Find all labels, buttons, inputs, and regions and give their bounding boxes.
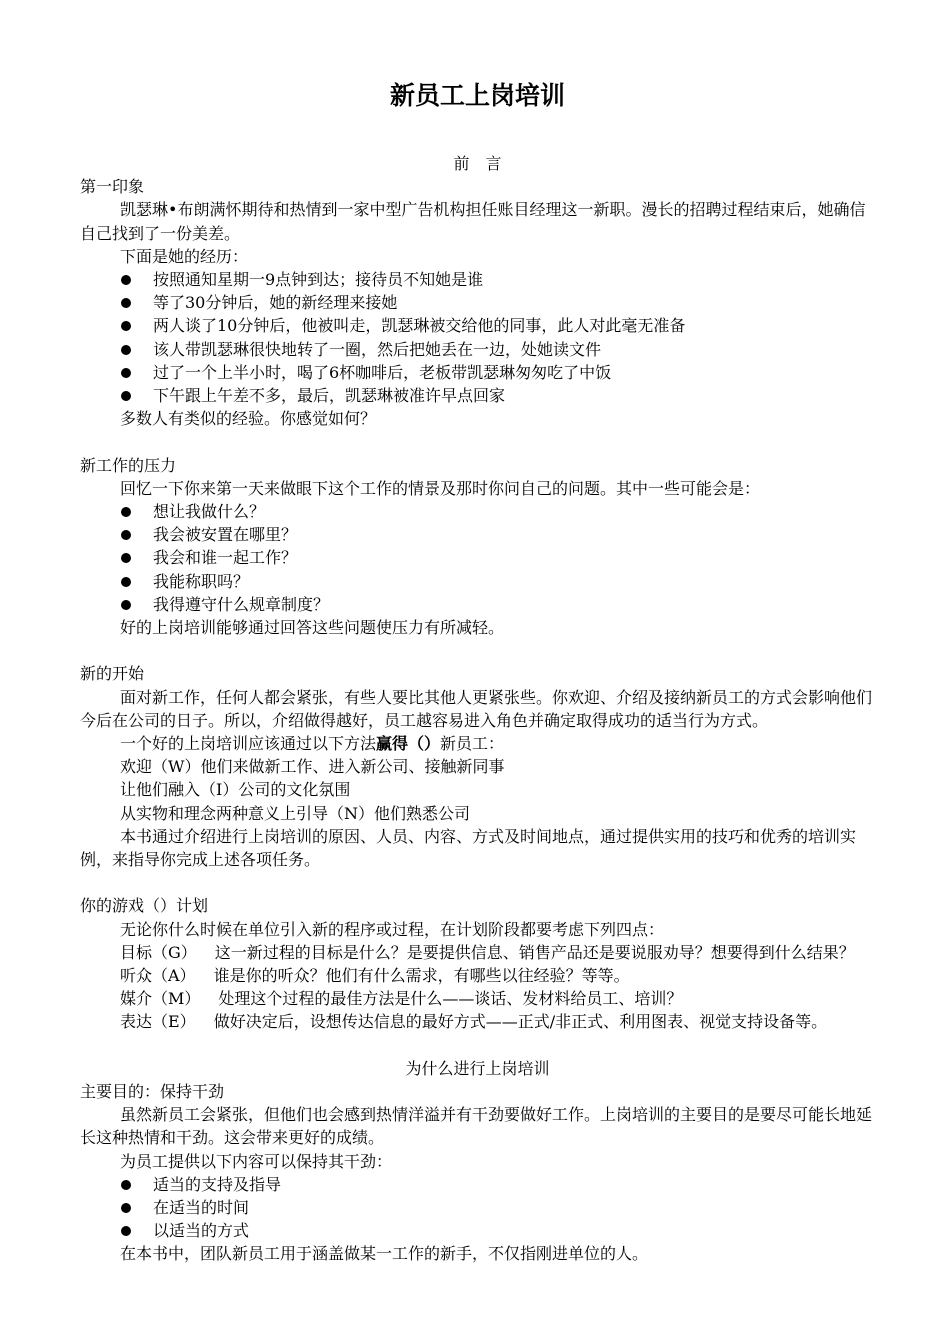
bullet-icon bbox=[121, 530, 131, 540]
section-heading-new-start: 新的开始 bbox=[80, 664, 145, 684]
paragraph: 回忆一下你来第一天来做眼下这个工作的情景及那时你问自己的问题。其中一些可能会是： bbox=[120, 478, 761, 498]
list-item: 下午跟上午差不多，最后，凯瑟琳被准许早点回家 bbox=[120, 384, 875, 407]
bullet-list bbox=[80, 1173, 875, 1243]
bullet-icon bbox=[121, 1180, 131, 1190]
paragraph: 无论你什么时候在单位引入新的程序或过程，在计划阶段都要考虑下列四点： bbox=[120, 919, 665, 939]
bullet-icon bbox=[121, 507, 131, 517]
list-item: 适当的支持及指导 bbox=[120, 1173, 875, 1196]
bullet-icon bbox=[121, 1226, 131, 1236]
document-body bbox=[80, 152, 875, 1266]
list-item: 在适当的时间 bbox=[120, 1196, 875, 1219]
bullet-icon bbox=[121, 1203, 131, 1213]
list-item: 按照通知星期一9点钟到达；接待员不知她是谁 bbox=[120, 268, 875, 291]
paragraph: 好的上岗培训能够通过回答这些问题使压力有所减轻。 bbox=[120, 618, 505, 638]
list-item: 我会和谁一起工作？ bbox=[120, 546, 875, 569]
paragraph: 为员工提供以下内容可以保持其干劲： bbox=[120, 1151, 393, 1171]
bullet-icon bbox=[121, 600, 131, 610]
section-heading-first-impression: 第一印象 bbox=[80, 177, 145, 197]
list-item: 我会被安置在哪里？ bbox=[120, 523, 875, 546]
section-heading-pressure: 新工作的压力 bbox=[80, 455, 177, 475]
paragraph: 多数人有类似的经验。你感觉如何？ bbox=[120, 409, 377, 429]
section-heading-game-plan: 你的游戏（）计划 bbox=[80, 896, 209, 916]
bullet-icon bbox=[121, 298, 131, 308]
bullet-icon bbox=[121, 368, 131, 378]
paragraph: 目标（G） 这一新过程的目标是什么？是要提供信息、销售产品还是要说服劝导？想要得到什么结果？ bbox=[120, 942, 855, 962]
list-item: 以适当的方式 bbox=[120, 1219, 875, 1242]
list-item: 等了30分钟后，她的新经理来接她 bbox=[120, 291, 875, 314]
document-title: 新员工上岗培训 bbox=[389, 81, 565, 110]
section-heading-why-induction: 为什么进行上岗培训 bbox=[405, 1058, 550, 1078]
paragraph: 面对新工作，任何人都会紧张，有些人要比其他人更紧张些。你欢迎、介绍及接纳新员工的方式会影响他们今后在公司的日子。所以，介绍做得越好，员工越容易进入角色并确定取得成功的适当行为方式。 bbox=[80, 687, 873, 730]
paragraph: 听众（A） 谁是你的听众？他们有什么需求，有哪些以往经验？等等。 bbox=[120, 966, 630, 986]
subsection-heading-motivation: 主要目的：保持干劲 bbox=[80, 1082, 225, 1102]
list-item: 我能称职吗？ bbox=[120, 570, 875, 593]
list-item: 我得遵守什么规章制度？ bbox=[120, 593, 875, 616]
list-item: 两人谈了10分钟后，他被叫走，凯瑟琳被交给他的同事，此人对此毫无准备 bbox=[120, 314, 875, 337]
bold-term: 赢得（） bbox=[376, 734, 441, 754]
bullet-list bbox=[80, 500, 875, 616]
paragraph: 本书通过介绍进行上岗培训的原因、人员、内容、方式及时间地点，通过提供实用的技巧和优秀的培训实例，来指导你完成上述各项任务。 bbox=[80, 826, 857, 870]
bullet-icon bbox=[121, 577, 131, 587]
paragraph: 欢迎（W）他们来做新工作、进入新公司、接触新同事 bbox=[120, 757, 505, 777]
bullet-icon bbox=[121, 275, 131, 285]
bullet-icon bbox=[121, 553, 131, 563]
preface-heading: 前 言 bbox=[453, 154, 502, 173]
paragraph: 一个好的上岗培训应该通过以下方法赢得（）新员工： bbox=[120, 734, 505, 754]
bullet-icon bbox=[121, 345, 131, 355]
paragraph: 虽然新员工会紧张，但他们也会感到热情洋溢并有干劲要做好工作。上岗培训的主要目的是要尽可能长地延长这种热情和干劲。这会带来更好的成绩。 bbox=[80, 1105, 873, 1148]
paragraph: 媒介（M） 处理这个过程的最佳方法是什么——谈话、发材料给员工、培训？ bbox=[120, 989, 683, 1009]
list-item: 过了一个上半小时，喝了6杯咖啡后，老板带凯瑟琳匆匆吃了中饭 bbox=[120, 361, 875, 384]
bullet-icon bbox=[121, 321, 131, 331]
list-item: 该人带凯瑟琳很快地转了一圈，然后把她丢在一边，处她读文件 bbox=[120, 338, 875, 361]
bullet-list bbox=[80, 268, 875, 407]
paragraph: 表达（E） 做好决定后，设想传达信息的最好方式——正式/非正式、利用图表、视觉支持设备等。 bbox=[120, 1012, 828, 1032]
paragraph: 在本书中，团队新员工用于涵盖做某一工作的新手，不仅指刚进单位的人。 bbox=[120, 1244, 649, 1264]
list-item: 想让我做什么？ bbox=[120, 500, 875, 523]
bullet-icon bbox=[121, 391, 131, 401]
paragraph: 凯瑟琳•布朗满怀期待和热情到一家中型广告机构担任账目经理这一新职。漫长的招聘过程结束后，她确信自己找到了一份美差。 bbox=[80, 200, 866, 243]
paragraph: 下面是她的经历： bbox=[120, 246, 249, 266]
paragraph: 让他们融入（I）公司的文化氛围 bbox=[120, 780, 351, 800]
paragraph: 从实物和理念两种意义上引导（N）他们熟悉公司 bbox=[120, 803, 471, 823]
